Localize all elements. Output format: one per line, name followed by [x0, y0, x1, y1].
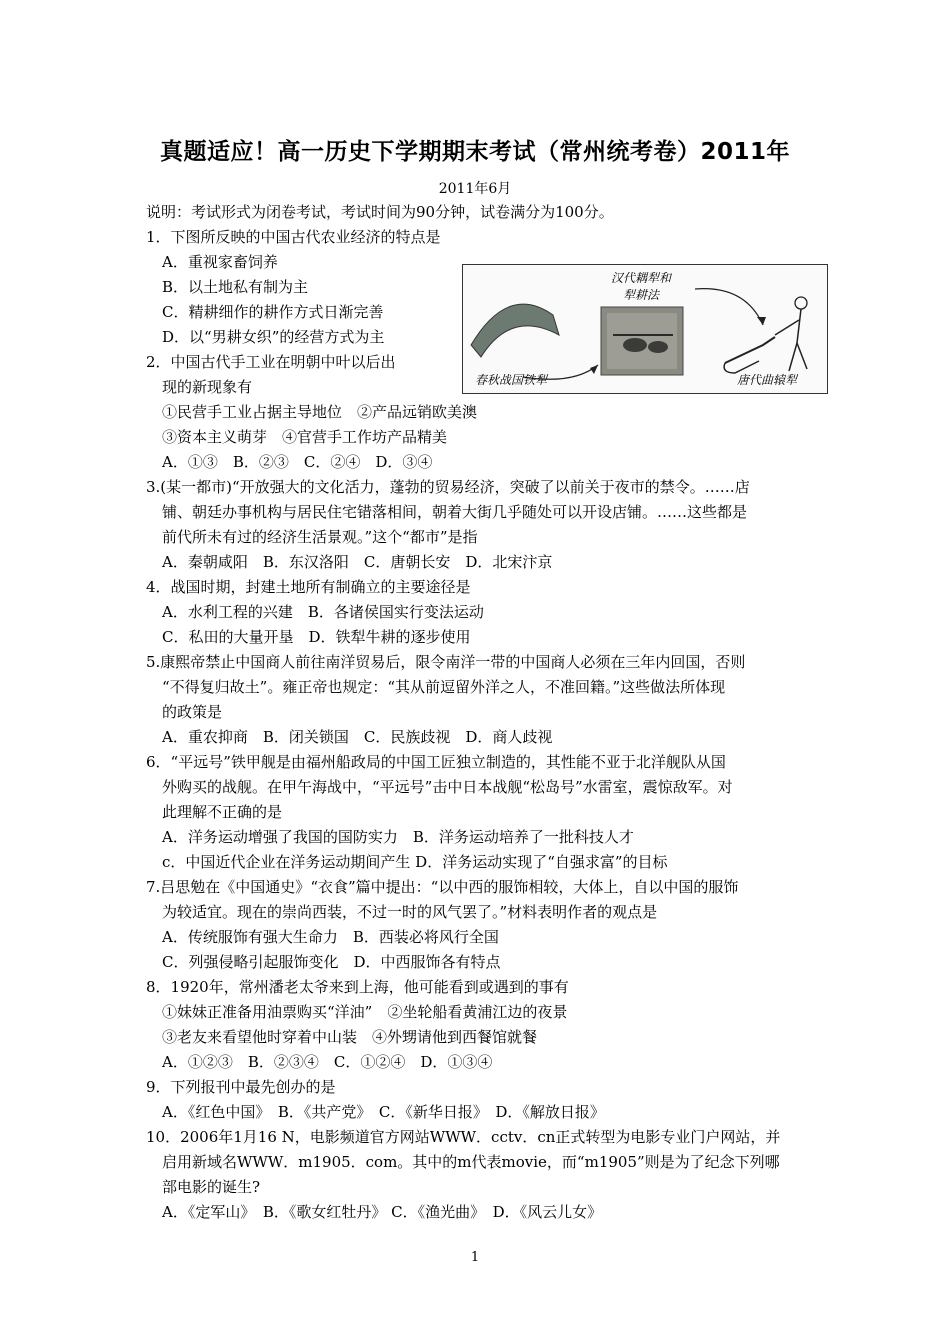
question-4-stem: 4．战国时期，封建土地所有制确立的主要途径是	[146, 578, 471, 596]
question-1-option-a: A．重视家畜饲养	[162, 253, 278, 271]
question-10-stem-end: 部电影的诞生?	[162, 1178, 261, 1196]
question-2-stem-cont: 现的新现象有	[162, 378, 253, 396]
question-5-options: A．重农抑商 B．闭关锁国 C．民族歧视 D．商人歧视	[162, 728, 553, 746]
question-6-stem-cont: 外购买的战舰。在甲午海战中，“平远号”击中日本战舰“松岛号”水雷室，震惊敌军。对	[162, 778, 733, 796]
caption-han-plough-method: 犁耕法	[623, 288, 660, 302]
question-2-items-b: ③资本主义萌芽 ④官营手工作坊产品精美	[162, 428, 448, 446]
plough-evolution-figure	[462, 264, 828, 394]
question-9-options: A．《红色中国》 B．《共产党》 C．《新华日报》 D．《解放日报》	[162, 1103, 605, 1121]
caption-iron-plough: 春秋战国铁犁	[475, 373, 548, 387]
question-7-options-ab: A．传统服饰有强大生命力 B．西装必将风行全国	[162, 928, 499, 946]
caption-tang-plough: 唐代曲辕犁	[737, 373, 798, 387]
question-5-stem-end: 的政策是	[162, 703, 223, 721]
question-1-option-c: C．精耕细作的耕作方式日渐完善	[162, 303, 384, 321]
question-8-stem: 8．1920年，常州潘老太爷来到上海，他可能看到或遇到的事有	[146, 978, 569, 996]
question-7-stem: 7.吕思勉在《中国通史》“衣食”篇中提出：“以中西的服饰相较，大体上，自以中国的服饰	[146, 878, 739, 896]
question-1-option-b: B．以土地私有制为主	[162, 278, 309, 296]
exam-title: 真题适应！高一历史下学期期末考试（常州统考卷）2011年	[159, 139, 790, 165]
caption-han-plough: 汉代耦犁和	[611, 271, 672, 285]
question-8-items-a: ①妹妹正准备用油票购买“洋油” ②坐轮船看黄浦江边的夜景	[162, 1003, 568, 1021]
question-6-options-cd: c．中国近代企业在洋务运动期间产生 D．洋务运动实现了“自强求富”的目标	[162, 853, 668, 871]
question-7-options-cd: C．列强侵略引起服饰变化 D．中西服饰各有特点	[162, 953, 501, 971]
question-4-options-ab: A．水利工程的兴建 B．各诸侯国实行变法运动	[162, 603, 484, 621]
question-8-options: A．①②③ B．②③④ C．①②④ D．①③④	[162, 1053, 493, 1071]
question-3-stem-end: 前代所未有过的经济生活景观。”这个“都市”是指	[162, 528, 478, 546]
question-2-items-a: ①民营手工业占据主导地位 ②产品远销欧美澳	[162, 403, 478, 421]
question-4-options-cd: C．私田的大量开垦 D．铁犁牛耕的逐步使用	[162, 628, 471, 646]
question-2-options: A．①③ B．②③ C．②④ D．③④	[162, 453, 433, 471]
question-8-items-b: ③老友来看望他时穿着中山装 ④外甥请他到西餐馆就餐	[162, 1028, 538, 1046]
question-3-options: A．秦朝咸阳 B．东汉洛阳 C．唐朝长安 D．北宋汴京	[162, 553, 553, 571]
question-5-stem-cont: “不得复归故土”。雍正帝也规定：“其从前逗留外洋之人，不准回籍。”这些做法所体现	[162, 678, 726, 696]
question-10-stem-cont: 启用新域名WWW．m1905．com。其中的m代表movie，而“m1905”则是为了纪念下列哪	[162, 1153, 780, 1171]
page-number: 1	[470, 1250, 480, 1265]
question-7-stem-cont: 为较适宜。现在的崇尚西装，不过一时的风气罢了。”材料表明作者的观点是	[162, 903, 658, 921]
question-10-stem: 10．2006年1月16 N，电影频道官方网站WWW．cctv．cn正式转型为电影专业门户网站，并	[146, 1128, 781, 1146]
exam-note: 说明：考试形式为闭卷考试，考试时间为90分钟，试卷满分为100分。	[146, 203, 614, 221]
question-10-options: A．《定军山》 B．《歌女红牡丹》 C．《渔光曲》 D．《风云儿女》	[162, 1203, 603, 1221]
question-1-stem: 1．下图所反映的中国古代农业经济的特点是	[146, 228, 441, 246]
question-1-option-d: D．以“男耕女织”的经营方式为主	[162, 328, 385, 346]
question-5-stem: 5.康熙帝禁止中国商人前往南洋贸易后，限令南洋一带的中国商人必须在三年内回国，否则	[146, 653, 746, 671]
question-9-stem: 9．下列报刊中最先创办的是	[146, 1078, 336, 1096]
question-3-stem-cont: 铺、朝廷办事机构与居民住宅错落相间，朝着大街几乎随处可以开设店铺。……这些都是	[162, 503, 748, 521]
question-2-stem: 2．中国古代手工业在明朝中叶以后出	[146, 353, 396, 371]
question-6-options-ab: A．洋务运动增强了我国的国防实力 B．洋务运动培养了一批科技人才	[162, 828, 634, 846]
question-6-stem: 6．“平远号”铁甲舰是由福州船政局的中国工匠独立制造的，其性能不亚于北洋舰队从国	[146, 753, 726, 771]
question-3-stem: 3.(某一都市)“开放强大的文化活力，蓬勃的贸易经济，突破了以前关于夜市的禁令。……店	[146, 478, 750, 496]
exam-date: 2011年6月	[438, 181, 512, 197]
question-6-stem-end: 此理解不正确的是	[162, 803, 283, 821]
